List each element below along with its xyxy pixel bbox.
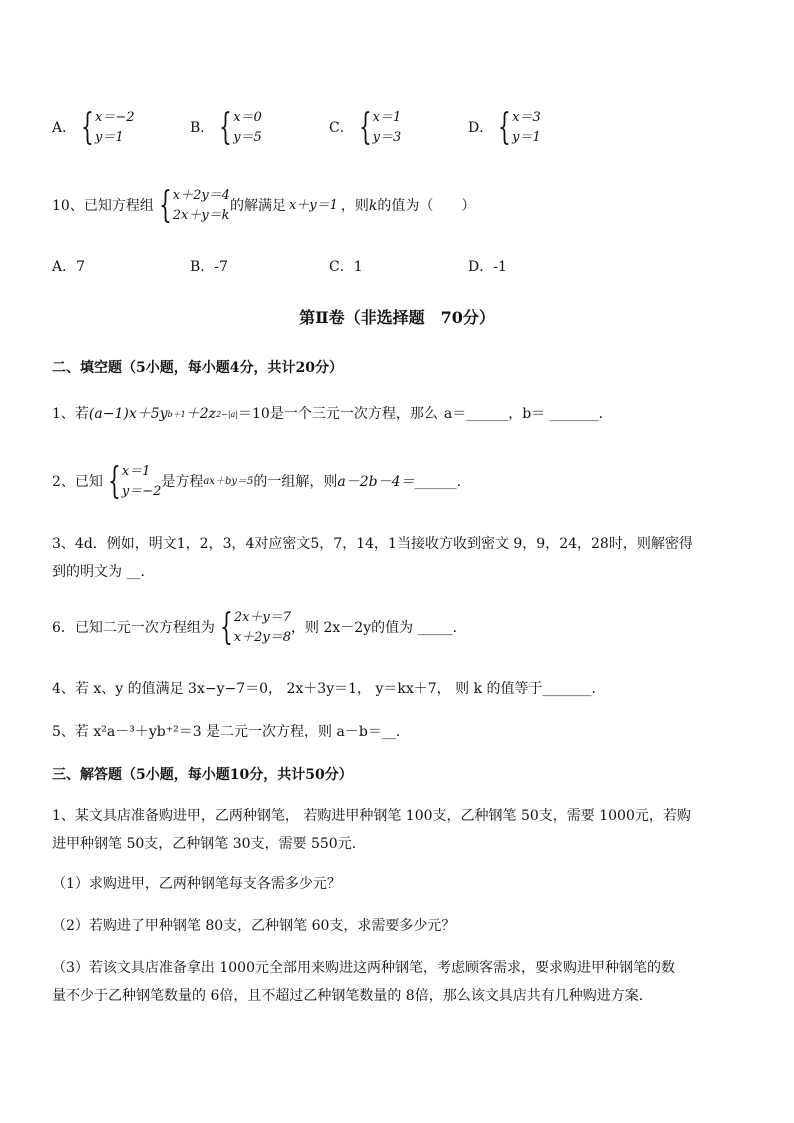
solve-question-1-line1: 1、某文具店准备购进甲，乙两种钢笔， 若购进甲种钢笔 100支，乙种钢笔 50支，需要 1000元，若购 <box>52 808 691 824</box>
solve-question-1-part3-line1: （3）若该文具店准备拿出 1000元全部用来购进这两种钢笔，考虑顾客需求，要求购进甲种钢笔的数 <box>52 960 675 976</box>
fill-question-2: 2、已知 { x＝1 y＝−2 是方程 ax＋by＝5 的一组解，则 a－2b－4＝______． <box>52 461 471 502</box>
equation-system: { 2x＋y＝7 x＋2y＝8 <box>220 607 292 648</box>
option-letter: D． <box>468 120 494 136</box>
equation-system: { x＝1 y＝−2 <box>108 461 162 502</box>
solve-question-1-part2: （2）若购进了甲种钢笔 80支，乙种钢笔 60支，求需要多少元？ <box>52 918 456 934</box>
fill-question-3-line1: 3、4d．例如，明文1，2，3，4对应密文5，7，14，1当接收方收到密文 9，9，24，28时，则解密得 <box>52 536 693 552</box>
equation-system: { x＝−2 y＝1 <box>81 107 135 148</box>
solve-question-1-line2: 进甲种钢笔 50支，乙种钢笔 30支，需要 550元． <box>52 836 366 852</box>
q9-option-c <box>329 108 401 148</box>
section-3-title: 三、解答题（5小题，每小题10分，共计50分） <box>52 767 353 783</box>
q10-option-d: D．-1 <box>468 259 507 275</box>
q9-option-d <box>468 108 541 148</box>
equation-system: { x＝0 y＝5 <box>219 107 262 148</box>
q9-option-a <box>52 108 135 148</box>
fill-question-6: 6．已知二元一次方程组为 { 2x＋y＝7 x＋2y＝8 ，则 2x－2y的值为 _____． <box>52 607 467 648</box>
option-letter: B． <box>190 120 215 136</box>
equation-system: { x＝3 y＝1 <box>498 107 541 148</box>
q10-option-c: C．1 <box>329 259 363 275</box>
q9-option-b <box>190 108 262 148</box>
section-2-title: 二、填空题（5小题，每小题4分，共计20分） <box>52 360 343 376</box>
solve-question-1-part3-line2: 量不少于乙种钢笔数量的 6倍，且不超过乙种钢笔数量的 8倍，那么该文具店共有几种购进方案． <box>52 988 653 1004</box>
option-letter: A． <box>52 120 77 136</box>
solve-question-1-part1: （1）求购进甲，乙两种钢笔每支各需多少元？ <box>52 876 341 892</box>
part2-title: 第Ⅱ卷（非选择题 70分） <box>299 308 495 327</box>
option-letter: C． <box>329 120 354 136</box>
equation-system: { x＋2y＝4 2x＋y＝k <box>158 185 230 226</box>
q10-option-a: A．7 <box>52 259 86 275</box>
fill-question-3-line2: 到的明文为 __． <box>52 564 155 580</box>
fill-question-5: 5、若 x²a－³＋yb⁺²＝3 是二元一次方程，则 a－b＝__． <box>52 724 410 740</box>
question-10: 10、已知方程组 { x＋2y＝4 2x＋y＝k 的解满足 x＋y＝1 ，则 k 的值为（ ） <box>52 185 476 226</box>
equation-system: { x＝1 y＝3 <box>358 107 402 148</box>
fill-question-1: 1、若 (a−1)x＋5y b＋1 ＋2z 2−|a| ＝10 是一个三元一次方程，那么 a＝______，b＝ _______． <box>52 406 613 422</box>
fill-question-4: 4、若 x、y 的值满足 3x−y−7＝0， 2x＋3y＝1， y＝kx＋7， 则 k 的值等于_______． <box>52 681 606 697</box>
q10-option-b: B．-7 <box>190 259 228 275</box>
